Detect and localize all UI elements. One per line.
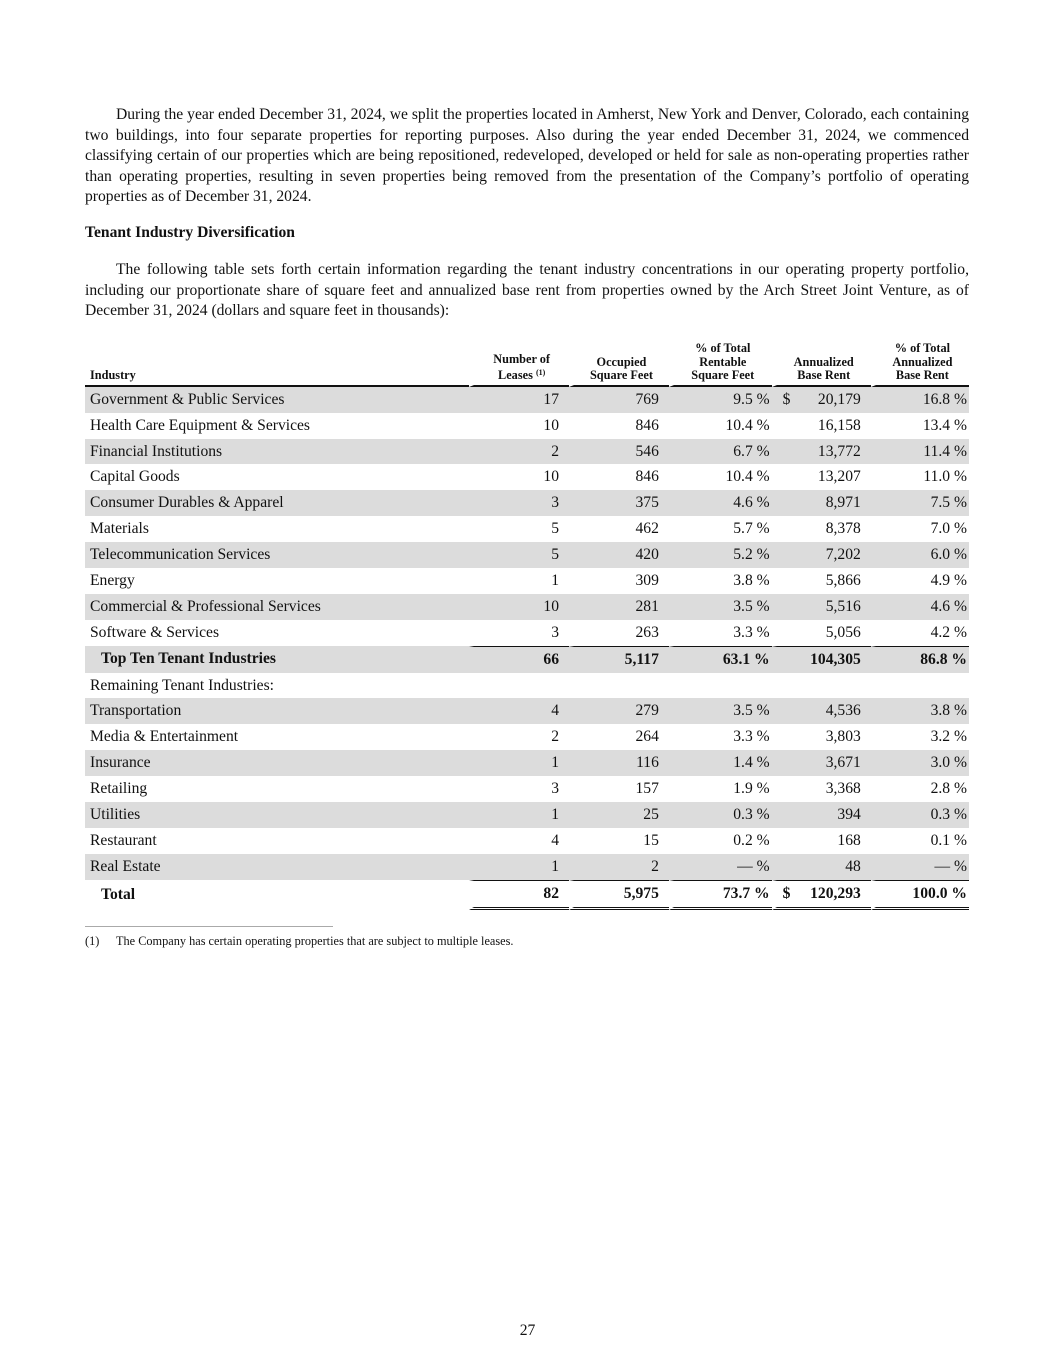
cell-pct-rentable-sqft-value: 1.9 % [733,780,770,798]
cell-occupied-sqft [569,750,669,776]
cell-annualized-rent-value: 3,368 [825,780,861,798]
cell-annualized-rent-value: 120,293 [810,884,861,902]
cell-pct-annualized-rent [871,387,969,413]
cell-pct-rentable-sqft [669,620,772,646]
cell-pct-annualized-rent-value: 4.2 % [930,623,967,641]
cell-industry [85,516,469,542]
cell-pct-rentable-sqft-value: 0.2 % [733,831,770,849]
cell-leases [469,568,569,594]
footnote-divider [85,926,333,927]
cell-occupied-sqft [569,776,669,802]
cell-industry [85,568,469,594]
cell-leases [469,542,569,568]
cell-annualized-rent [772,516,871,542]
cell-leases-value: 4 [551,831,559,849]
cell-pct-rentable-sqft-value: 9.5 % [733,390,770,408]
cell-pct-rentable-sqft-value: 3.3 % [733,728,770,746]
cell-industry [85,724,469,750]
cell-pct-rentable-sqft-value: 3.8 % [733,571,770,589]
cell-pct-annualized-rent-value: 13.4 % [922,416,967,434]
cell-pct-annualized-rent-value: 3.0 % [930,754,967,772]
cell-industry-value: Telecommunication Services [90,546,271,564]
cell-occupied-sqft-value: 15 [643,831,659,849]
cell-annualized-rent-value: 8,971 [825,494,861,512]
total-row [85,880,969,910]
cell-pct-rentable-sqft [669,776,772,802]
cell-pct-annualized-rent [871,880,969,910]
cell-pct-rentable-sqft [669,880,772,910]
cell-occupied-sqft-value: 157 [635,780,659,798]
cell-pct-annualized-rent [871,620,969,646]
cell-pct-annualized-rent-value: 0.3 % [930,805,967,823]
cell-annualized-rent [772,594,871,620]
cell-leases-value: 10 [543,597,559,615]
cell-annualized-rent-value: 48 [845,857,861,875]
footnote-marker: (1) [85,934,100,948]
cell-industry-value: Real Estate [90,857,161,875]
cell-leases-value: 17 [543,390,559,408]
cell-leases [469,464,569,490]
cell-occupied-sqft [569,620,669,646]
table-row [85,828,969,854]
cell-pct-rentable-sqft [669,542,772,568]
cell-occupied-sqft [569,516,669,542]
cell-pct-rentable-sqft [669,464,772,490]
cell-pct-annualized-rent [871,568,969,594]
cell-industry [85,880,469,910]
cell-occupied-sqft-value: 769 [635,390,659,408]
cell-leases [469,854,569,880]
cell-occupied-sqft [569,698,669,724]
cell-occupied-sqft-value: 279 [635,702,659,720]
cell-pct-rentable-sqft-value: 10.4 % [725,468,770,486]
cell-pct-rentable-sqft-value: 3.5 % [733,597,770,615]
cell-industry [85,387,469,413]
cell-annualized-rent-value: 13,772 [817,442,861,460]
header-occupied-square-feet: Occupied Square Feet [569,342,669,387]
cell-industry [85,439,469,465]
cell-annualized-rent [772,542,871,568]
cell-industry [85,464,469,490]
cell-annualized-rent [772,880,871,910]
cell-industry-value: Total [101,885,136,903]
cell-pct-annualized-rent-value: 11.0 % [923,468,967,486]
cell-pct-rentable-sqft-value: 0.3 % [733,805,770,823]
cell-industry-value: Transportation [90,702,182,720]
cell-industry [85,646,469,673]
cell-occupied-sqft [569,439,669,465]
cell-pct-annualized-rent-value: 86.8 % [920,650,967,668]
cell-annualized-rent [772,620,871,646]
table-row [85,802,969,828]
cell-industry-value: Software & Services [90,623,220,641]
cell-leases-value: 3 [551,494,559,512]
cell-annualized-rent [772,854,871,880]
table-row [85,724,969,750]
cell-annualized-rent [772,776,871,802]
footnote [85,934,513,949]
cell-annualized-rent [772,387,871,413]
cell-industry-value: Top Ten Tenant Industries [101,650,276,668]
cell-occupied-sqft-value: 2 [651,857,659,875]
page-number: 27 [519,1322,536,1339]
cell-industry [85,828,469,854]
currency-symbol: $ [782,884,791,902]
cell-industry-value: Utilities [90,805,141,823]
cell-industry [85,776,469,802]
cell-pct-annualized-rent-value: 7.0 % [930,520,967,538]
cell-pct-rentable-sqft-value: 3.3 % [733,623,770,641]
cell-industry [85,413,469,439]
cell-industry-value: Health Care Equipment & Services [90,416,310,434]
cell-industry [85,594,469,620]
cell-occupied-sqft-value: 281 [635,597,659,615]
cell-pct-annualized-rent-value: 16.8 % [922,390,967,408]
cell-industry-value: Media & Entertainment [90,728,239,746]
cell-occupied-sqft [569,646,669,673]
cell-occupied-sqft [569,413,669,439]
cell-leases-value: 2 [551,728,559,746]
cell-leases-value: 1 [551,857,559,875]
cell-pct-rentable-sqft [669,854,772,880]
cell-annualized-rent [772,439,871,465]
cell-annualized-rent [772,698,871,724]
cell-leases [469,880,569,910]
cell-annualized-rent-value: 16,158 [817,416,861,434]
cell-occupied-sqft [569,568,669,594]
cell-pct-rentable-sqft [669,828,772,854]
cell-annualized-rent-value: 168 [837,831,861,849]
cell-industry [85,620,469,646]
cell-leases [469,439,569,465]
cell-pct-rentable-sqft [669,698,772,724]
cell-pct-annualized-rent [871,776,969,802]
cell-leases-value: 1 [551,754,559,772]
cell-pct-rentable-sqft-value: 73.7 % [722,884,770,902]
tenant-industry-table [85,342,969,910]
cell-leases-value: 3 [551,780,559,798]
table-row [85,698,969,724]
cell-pct-annualized-rent-value: 3.2 % [930,728,967,746]
cell-industry-value: Restaurant [90,831,157,849]
cell-annualized-rent [772,802,871,828]
cell-leases [469,776,569,802]
cell-occupied-sqft-value: 375 [635,494,659,512]
cell-annualized-rent-value: 5,516 [825,597,861,615]
cell-leases [469,724,569,750]
remaining-label-row [85,673,969,699]
cell-occupied-sqft-value: 263 [635,623,659,641]
cell-industry-value: Materials [90,520,149,538]
cell-pct-annualized-rent [871,490,969,516]
cell-pct-rentable-sqft [669,387,772,413]
table-row [85,854,969,880]
table-body [85,387,969,910]
cell-industry [85,542,469,568]
cell-pct-annualized-rent-value: 0.1 % [930,831,967,849]
remaining-label: Remaining Tenant Industries: [90,676,274,694]
table-row [85,568,969,594]
table-intro-paragraph: The following table sets forth certain information regarding the tenant industry concentrations in our operating property portfolio, including our proportionate share of square feet and annualized base rent from properties owned by the Arch Street Joint Venture, as of December 31, 2024 (dollars and square feet in thousands): [85,261,969,320]
cell-occupied-sqft [569,594,669,620]
cell-pct-annualized-rent [871,542,969,568]
cell-pct-annualized-rent-value: 6.0 % [930,546,967,564]
cell-pct-rentable-sqft-value: 63.1 % [722,650,770,668]
cell-pct-annualized-rent [871,854,969,880]
cell-leases [469,490,569,516]
cell-industry-value: Government & Public Services [90,390,285,408]
cell-industry-value: Retailing [90,780,148,798]
cell-occupied-sqft [569,802,669,828]
cell-annualized-rent [772,490,871,516]
cell-occupied-sqft-value: 546 [635,442,659,460]
cell-occupied-sqft-value: 846 [635,468,659,486]
cell-pct-rentable-sqft-value: 5.7 % [733,520,770,538]
cell-occupied-sqft-value: 264 [635,728,659,746]
cell-pct-annualized-rent [871,516,969,542]
cell-leases-value: 4 [551,702,559,720]
cell-leases [469,516,569,542]
cell-annualized-rent [772,464,871,490]
cell-pct-rentable-sqft [669,413,772,439]
cell-annualized-rent-value: 4,536 [825,702,861,720]
cell-industry [85,802,469,828]
cell-industry [85,490,469,516]
cell-annualized-rent-value: 20,179 [817,390,861,408]
cell-pct-rentable-sqft [669,750,772,776]
cell-leases [469,620,569,646]
header-pct-annualized-base-rent: % of Total Annualized Base Rent [871,342,969,387]
table-row [85,413,969,439]
subtotal-row [85,646,969,673]
cell-pct-annualized-rent-value: 4.6 % [930,597,967,615]
cell-pct-rentable-sqft-value: 4.6 % [733,494,770,512]
header-industry: Industry [85,342,469,387]
cell-pct-rentable-sqft [669,439,772,465]
cell-leases-value: 82 [543,884,559,902]
cell-occupied-sqft-value: 420 [635,546,659,564]
intro-paragraph: During the year ended December 31, 2024, we split the properties located in Amherst, New York and Denver, Colorado, each containing two buildings, into four separate properties for reporting purposes. Also during the year ended December 31, 2024, we commenced classifying certain of our properties which are being repositioned, redeveloped, developed or held for sale as non-operating properties rather than operating properties, resulting in seven properties being removed from the presentation of the Company’s portfolio of operating properties as of December 31, 2024. [85,106,969,206]
cell-pct-rentable-sqft [669,568,772,594]
cell-pct-annualized-rent [871,439,969,465]
cell-pct-rentable-sqft-value: 5.2 % [733,546,770,564]
cell-leases [469,387,569,413]
cell-leases-value: 5 [551,546,559,564]
cell-pct-annualized-rent-value: 11.4 % [923,442,967,460]
cell-pct-annualized-rent [871,828,969,854]
cell-annualized-rent-value: 394 [837,805,861,823]
cell-occupied-sqft [569,387,669,413]
cell-pct-rentable-sqft-value: 1.4 % [733,754,770,772]
cell-leases-value: 10 [543,416,559,434]
cell-leases [469,802,569,828]
cell-leases-value: 2 [551,442,559,460]
cell-annualized-rent-value: 3,671 [825,754,861,772]
cell-occupied-sqft-value: 846 [635,416,659,434]
cell-annualized-rent [772,828,871,854]
cell-pct-annualized-rent-value: — % [934,857,967,875]
cell-pct-rentable-sqft-value: 3.5 % [733,702,770,720]
table-row [85,542,969,568]
cell-annualized-rent [772,568,871,594]
cell-pct-rentable-sqft-value: 10.4 % [725,416,770,434]
cell-occupied-sqft-value: 462 [635,520,659,538]
cell-pct-annualized-rent [871,594,969,620]
cell-pct-annualized-rent [871,646,969,673]
table-row [85,776,969,802]
cell-industry-value: Financial Institutions [90,442,223,460]
table-row [85,620,969,646]
cell-annualized-rent [772,646,871,673]
cell-pct-annualized-rent [871,698,969,724]
cell-industry-value: Commercial & Professional Services [90,597,321,615]
cell-leases-value: 5 [551,520,559,538]
cell-pct-rentable-sqft [669,516,772,542]
cell-annualized-rent-value: 7,202 [825,546,861,564]
cell-occupied-sqft [569,542,669,568]
cell-pct-annualized-rent-value: 7.5 % [930,494,967,512]
cell-leases [469,594,569,620]
table-row [85,750,969,776]
footnote-text: The Company has certain operating properties that are subject to multiple leases. [116,934,514,948]
cell-pct-annualized-rent-value: 3.8 % [930,702,967,720]
cell-pct-rentable-sqft [669,724,772,750]
header-number-of-leases: Number of Leases $^{(1)}$ [469,342,569,387]
cell-industry-value: Capital Goods [90,468,180,486]
cell-industry [85,854,469,880]
section-heading: Tenant Industry Diversification [85,224,295,241]
cell-industry [85,750,469,776]
cell-leases [469,413,569,439]
header-annualized-base-rent: Annualized Base Rent [772,342,871,387]
cell-leases-value: 1 [551,805,559,823]
cell-pct-rentable-sqft [669,646,772,673]
cell-leases-value: 1 [551,571,559,589]
cell-annualized-rent-value: 104,305 [810,650,861,668]
currency-symbol: $ [782,390,791,408]
footnote-ref: (1) [535,368,546,378]
cell-occupied-sqft [569,724,669,750]
cell-industry-value: Insurance [90,754,151,772]
cell-annualized-rent-value: 8,378 [825,520,861,538]
cell-occupied-sqft [569,490,669,516]
cell-industry-value: Consumer Durables & Apparel [90,494,284,512]
cell-leases-value: 10 [543,468,559,486]
cell-pct-annualized-rent [871,464,969,490]
cell-pct-annualized-rent [871,802,969,828]
cell-occupied-sqft-value: 5,975 [623,884,659,902]
cell-annualized-rent-value: 3,803 [825,728,861,746]
cell-industry [85,698,469,724]
cell-annualized-rent [772,750,871,776]
cell-occupied-sqft-value: 309 [635,571,659,589]
cell-occupied-sqft [569,828,669,854]
cell-leases-value: 66 [543,650,559,668]
table-row [85,464,969,490]
cell-industry-value: Energy [90,571,135,589]
table-row [85,516,969,542]
cell-pct-rentable-sqft [669,490,772,516]
cell-occupied-sqft-value: 25 [643,805,659,823]
table-row [85,594,969,620]
cell-occupied-sqft-value: 5,117 [624,650,659,668]
cell-annualized-rent-value: 5,866 [825,571,861,589]
cell-pct-annualized-rent-value: 4.9 % [930,571,967,589]
cell-pct-annualized-rent [871,750,969,776]
table-row [85,490,969,516]
table-header-row [85,342,969,387]
cell-leases-value: 3 [551,623,559,641]
cell-pct-rentable-sqft-value: 6.7 % [733,442,770,460]
table-row [85,439,969,465]
cell-annualized-rent [772,413,871,439]
cell-annualized-rent [772,724,871,750]
cell-occupied-sqft [569,464,669,490]
table-row [85,387,969,413]
cell-leases [469,750,569,776]
cell-pct-rentable-sqft [669,594,772,620]
cell-pct-annualized-rent [871,724,969,750]
cell-leases [469,646,569,673]
cell-pct-annualized-rent-value: 2.8 % [930,780,967,798]
cell-annualized-rent-value: 13,207 [817,468,861,486]
cell-annualized-rent-value: 5,056 [825,623,861,641]
cell-pct-annualized-rent-value: 100.0 % [912,884,967,902]
cell-pct-annualized-rent [871,413,969,439]
cell-pct-rentable-sqft [669,802,772,828]
cell-pct-rentable-sqft-value: — % [737,857,770,875]
cell-occupied-sqft [569,854,669,880]
cell-leases [469,828,569,854]
cell-occupied-sqft-value: 116 [636,754,659,772]
header-pct-rentable-square-feet: % of Total Rentable Square Feet [669,342,772,387]
cell-occupied-sqft [569,880,669,910]
cell-leases [469,698,569,724]
